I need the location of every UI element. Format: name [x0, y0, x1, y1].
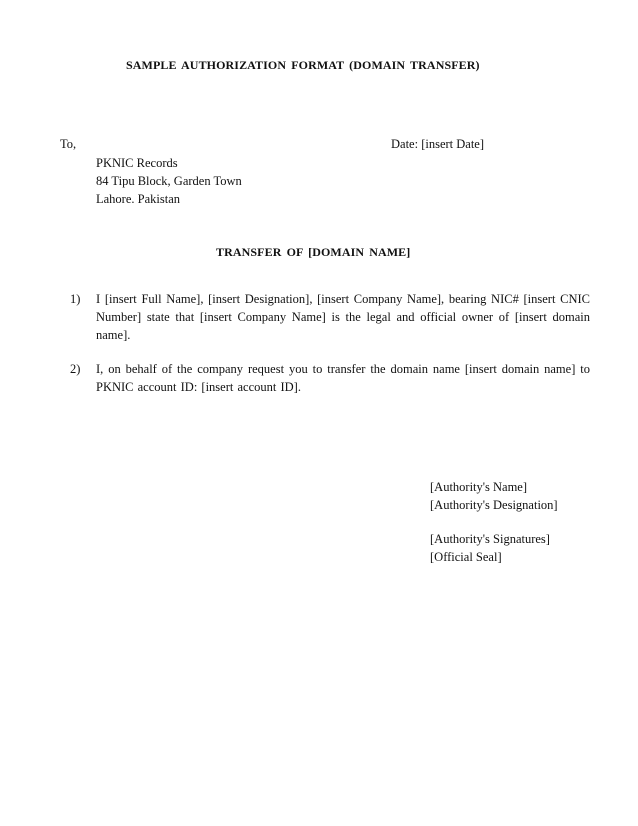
authority-name: [Authority's Name] — [430, 480, 528, 494]
list-item — [70, 290, 590, 344]
date-line: Date: [insert Date] — [391, 137, 485, 151]
official-seal: [Official Seal] — [430, 550, 502, 564]
address-line: PKNIC Records — [96, 156, 178, 170]
list-item-text: I [insert Full Name], [insert Designation], [insert Company Name], bearing NIC# [insert CNIC Number] state that [insert Company Name] is the legal and official owner of [insert domain name]. — [96, 292, 590, 342]
signature-block — [430, 478, 558, 566]
authority-signatures: [Authority's Signatures] — [430, 532, 550, 546]
document-title: SAMPLE AUTHORIZATION FORMAT (DOMAIN TRANSFER) — [126, 58, 480, 72]
list-item — [70, 360, 590, 396]
signature-spacer — [430, 514, 558, 530]
address-line: Lahore. Pakistan — [96, 192, 181, 206]
to-label: To, — [60, 137, 77, 151]
list-item-number: 1) — [70, 292, 81, 306]
section-title: TRANSFER OF [DOMAIN NAME] — [216, 245, 411, 259]
authority-designation: [Authority's Designation] — [430, 498, 558, 512]
list-item-number: 2) — [70, 362, 81, 376]
list-item-text: I, on behalf of the company request you to transfer the domain name [insert domain name] to PKNIC account ID: [insert account ID]. — [96, 362, 590, 394]
address-line: 84 Tipu Block, Garden Town — [96, 174, 242, 188]
authorization-list — [70, 290, 590, 412]
recipient-address — [96, 154, 242, 208]
